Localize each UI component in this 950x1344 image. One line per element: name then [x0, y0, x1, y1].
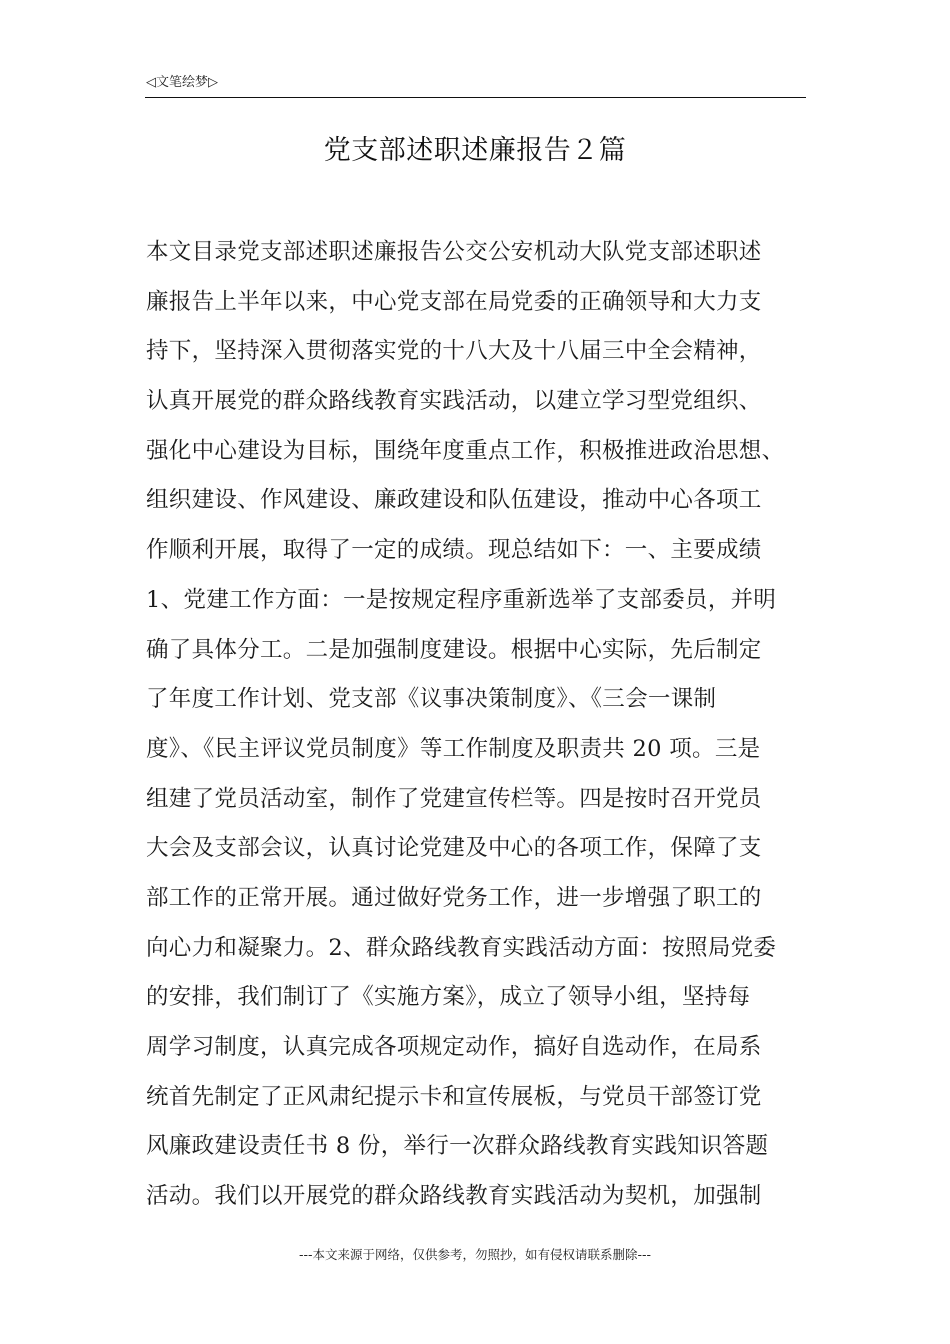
body-line: 廉报告上半年以来，中心党支部在局党委的正确领导和大力支	[146, 288, 762, 315]
body-line: 作顺利开展，取得了一定的成绩。现总结如下：一、主要成绩	[146, 537, 762, 564]
body-line: 大会及支部会议，认真讨论党建及中心的各项工作，保障了支	[146, 835, 762, 862]
body-line: 活动。我们以开展党的群众路线教育实践活动为契机，加强制	[146, 1183, 762, 1210]
body-line: 周学习制度，认真完成各项规定动作，搞好自选动作，在局系	[146, 1034, 762, 1060]
body-line: 确了具体分工。二是加强制度建设。根据中心实际，先后制定	[146, 636, 762, 663]
body-line: 的安排，我们制订了《实施方案》，成立了领导小组，坚持每	[146, 984, 751, 1011]
body-line: 度》、《民主评议党员制度》等工作制度及职责共 20 项。三是	[146, 735, 761, 762]
document-body	[146, 228, 846, 1222]
body-line: 1、党建工作方面：一是按规定程序重新选举了支部委员，并明	[146, 586, 777, 613]
body-line: 了年度工作计划、党支部《议事决策制度》、《三会一课制	[146, 686, 717, 713]
body-line: 认真开展党的群众路线教育实践活动，以建立学习型党组织、	[146, 388, 762, 415]
body-line: 本文目录党支部述职述廉报告公交公安机动大队党支部述职述	[146, 239, 762, 265]
document-title: 党支部述职述廉报告２篇	[323, 135, 627, 166]
body-line: 组织建设、作风建设、廉政建设和队伍建设，推动中心各项工	[146, 487, 762, 514]
body-line: 部工作的正常开展。通过做好党务工作，进一步增强了职工的	[146, 884, 762, 911]
body-line: 风廉政建设责任书 8 份，举行一次群众路线教育实践知识答题	[146, 1133, 769, 1160]
header-mark: ◁文笔绘梦▷	[146, 75, 218, 90]
body-line: 持下，坚持深入贯彻落实党的十八大及十八届三中全会精神，	[146, 338, 762, 365]
body-line: 统首先制定了正风肃纪提示卡和宣传展板，与党员干部签订党	[146, 1083, 762, 1110]
header-divider	[145, 97, 806, 98]
footer-disclaimer: ---本文来源于网络，仅供参考，勿照抄，如有侵权请联系删除---	[298, 1247, 652, 1262]
body-line: 组建了党员活动室，制作了党建宣传栏等。四是按时召开党员	[146, 785, 762, 812]
body-line: 强化中心建设为目标，围绕年度重点工作，积极推进政治思想、	[146, 437, 785, 464]
body-line: 向心力和凝聚力。2、群众路线教育实践活动方面：按照局党委	[146, 934, 777, 961]
